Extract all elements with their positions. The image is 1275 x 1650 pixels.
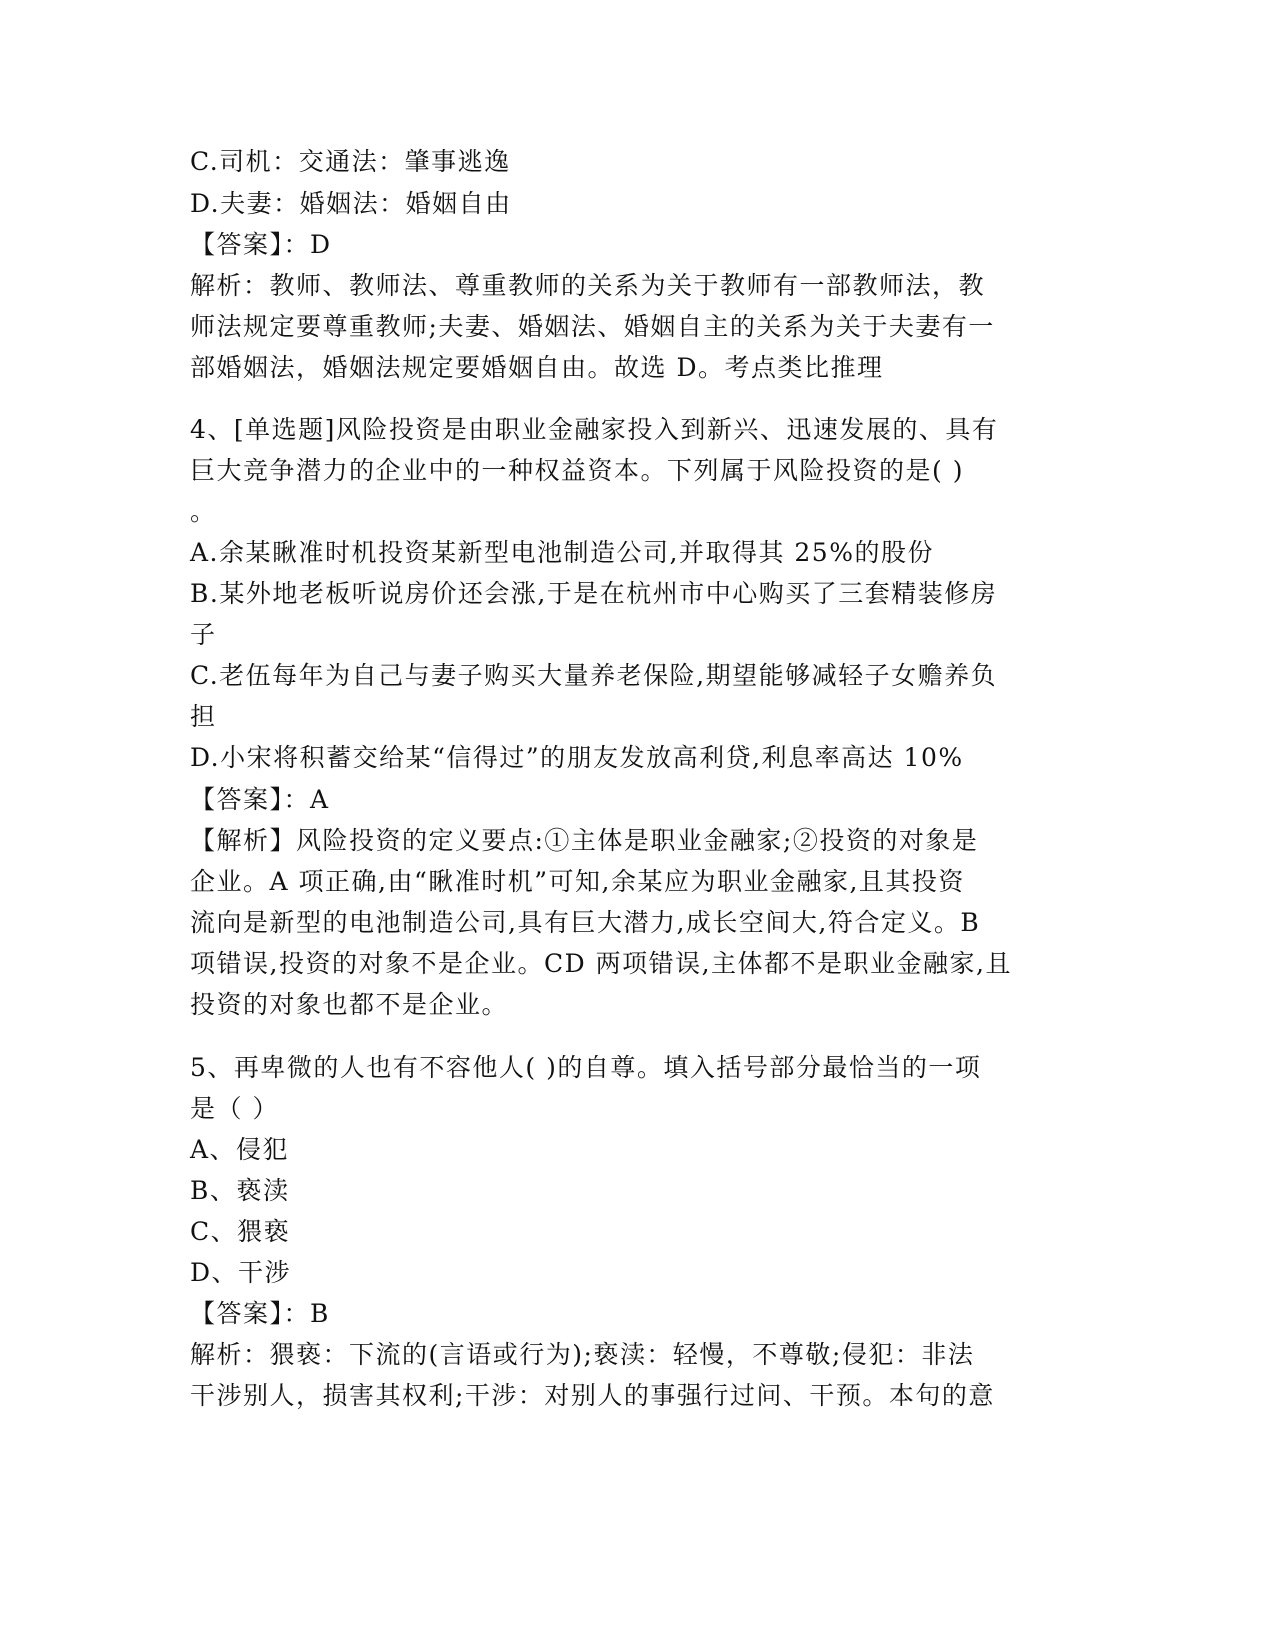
option-d-q5: D、干涉 xyxy=(190,1258,292,1287)
analysis-q3-line-1: 解析：教师、教师法、尊重教师的关系为关于教师有一部教师法，教 xyxy=(190,271,986,300)
option-a-q5: A、侵犯 xyxy=(190,1135,290,1164)
analysis-q4-line-4: 项错误,投资的对象不是企业。CD 两项错误,主体都不是职业金融家,且 xyxy=(190,949,1012,978)
option-c-q4-line-1: C.老伍每年为自己与妻子购买大量养老保险,期望能够减轻子女赡养负 xyxy=(190,661,998,690)
answer-q5: 【答案】：B xyxy=(190,1299,330,1328)
option-c-q3: C.司机：交通法：肇事逃逸 xyxy=(190,147,511,176)
analysis-q4-line-1: 【解析】风险投资的定义要点:①主体是职业金融家;②投资的对象是 xyxy=(190,826,979,855)
answer-q3: 【答案】：D xyxy=(190,230,332,259)
option-b-q5: B、亵渎 xyxy=(190,1176,290,1205)
question-5-line-2: 是（ ） xyxy=(190,1094,279,1123)
question-4-line-1: 4、[单选题]风险投资是由职业金融家投入到新兴、迅速发展的、具有 xyxy=(190,415,999,444)
option-c-q5: C、猥亵 xyxy=(190,1217,291,1246)
option-d-q3: D.夫妻：婚姻法：婚姻自由 xyxy=(190,189,512,218)
question-4-line-3: 。 xyxy=(190,497,217,526)
analysis-q5-line-1: 解析：猥亵：下流的(言语或行为);亵渎：轻慢，不尊敬;侵犯：非法 xyxy=(190,1340,975,1369)
option-d-q4: D.小宋将积蓄交给某“信得过”的朋友发放高利贷,利息率高达 10% xyxy=(190,743,964,772)
question-5-line-1: 5、再卑微的人也有不容他人( )的自尊。填入括号部分最恰当的一项 xyxy=(190,1053,982,1082)
analysis-q4-line-3: 流向是新型的电池制造公司,具有巨大潜力,成长空间大,符合定义。B xyxy=(190,908,981,937)
option-b-q4-line-2: 子 xyxy=(190,620,217,649)
analysis-q5-line-2: 干涉别人，损害其权利;干涉：对别人的事强行过问、干预。本句的意 xyxy=(190,1381,995,1410)
analysis-q4-line-5: 投资的对象也都不是企业。 xyxy=(190,990,509,1019)
option-b-q4-line-1: B.某外地老板听说房价还会涨,于是在杭州市中心购买了三套精装修房 xyxy=(190,579,998,608)
question-4-line-2: 巨大竞争潜力的企业中的一种权益资本。下列属于风险投资的是( ) xyxy=(190,456,964,485)
option-c-q4-line-2: 担 xyxy=(190,702,217,731)
analysis-q4-line-2: 企业。A 项正确,由“瞅准时机”可知,余某应为职业金融家,且其投资 xyxy=(190,867,965,896)
answer-q4: 【答案】：A xyxy=(190,785,330,814)
option-a-q4: A.余某瞅准时机投资某新型电池制造公司,并取得其 25%的股份 xyxy=(190,538,934,567)
analysis-q3-line-3: 部婚姻法，婚姻法规定要婚姻自由。故选 D。考点类比推理 xyxy=(190,353,884,382)
analysis-q3-line-2: 师法规定要尊重教师;夫妻、婚姻法、婚姻自主的关系为关于夫妻有一 xyxy=(190,312,995,341)
